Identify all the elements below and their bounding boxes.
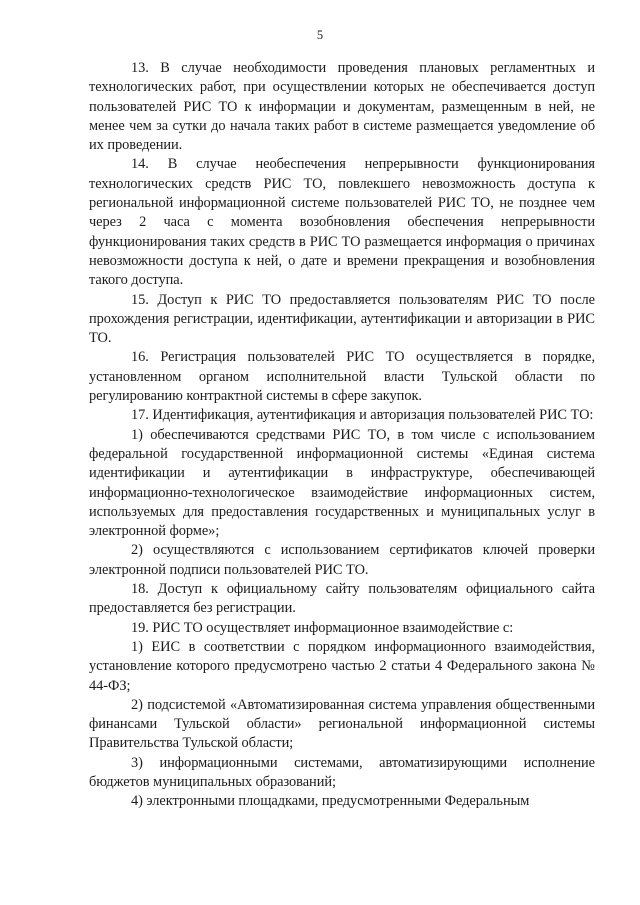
paragraph-19-item-1: 1) ЕИС в соответствии с порядком информационного взаимодействия, установление которого предусмотрено частью 2 статьи 4 Федерального закона № 44-ФЗ;: [89, 638, 595, 694]
paragraph-15: 15. Доступ к РИС ТО предоставляется пользователям РИС ТО после прохождения регистрации, идентификации, аутентификации и авторизации в РИС ТО.: [89, 291, 595, 347]
paragraph-19-item-3: 3) информационными системами, автоматизирующими исполнение бюджетов муниципальных образований;: [89, 754, 595, 790]
paragraph-14: 14. В случае необеспечения непрерывности функционирования технологических средств РИС ТО, повлекшего невозможность доступа к региональной информационной системе пользователей РИС ТО, не позднее чем через 2 часа с момента возобновления обеспечения непрерывности функционирования таких средств в РИС ТО размещается информация о причинах невозможности доступа к ней, о дате и времени прекращения и возобновления такого доступа.: [89, 156, 595, 289]
paragraph-19-item-2: 2) подсистемой «Автоматизированная система управления общественными финансами Тульской области» региональной информационной системы Правительства Тульской области;: [89, 696, 595, 752]
paragraph-13: 13. В случае необходимости проведения плановых регламентных и технологических работ, при осуществлении которых не обеспечивается доступ пользователей РИС ТО к информации и документам, размещенным в ней, не менее чем за сутки до начала таких работ в системе размещается уведомление об их проведении.: [89, 60, 595, 154]
paragraph-18: 18. Доступ к официальному сайту пользователям официального сайта предоставляется без регистрации.: [89, 581, 595, 617]
paragraph-17: 17. Идентификация, аутентификация и авторизация пользователей РИС ТО:: [131, 407, 594, 424]
paragraph-19-item-4: 4) электронными площадками, предусмотренными Федеральным: [131, 793, 530, 810]
paragraph-19: 19. РИС ТО осуществляет информационное взаимодействие с:: [131, 619, 514, 636]
paragraph-17-item-2: 2) осуществляются с использованием сертификатов ключей проверки электронной подписи пользователей РИС ТО.: [89, 542, 595, 578]
paragraph-16: 16. Регистрация пользователей РИС ТО осуществляется в порядке, установленном органом исполнительной власти Тульской области по регулированию контрактной системы в сфере закупок.: [89, 349, 595, 405]
page-number: 5: [316, 28, 324, 42]
paragraph-17-item-1: 1) обеспечиваются средствами РИС ТО, в том числе с использованием федеральной государственной информационной системы «Единая система идентификации и аутентификации в инфраструктуре, обеспечивающей информационно-технологическое взаимодействие информационных систем, используемых для предоставления государственных и муниципальных услуг в электронной форме»;: [89, 426, 595, 540]
document-body: [89, 59, 595, 812]
